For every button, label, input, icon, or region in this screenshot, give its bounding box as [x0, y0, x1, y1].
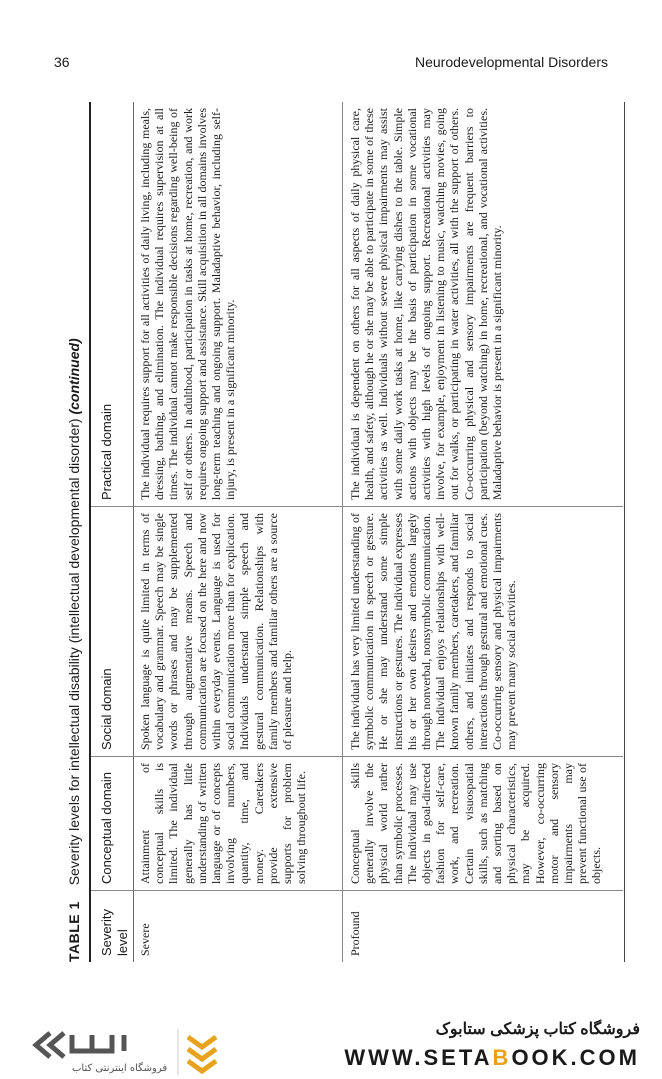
table-row-profound	[343, 102, 623, 962]
table-row-severe	[133, 102, 343, 962]
table-caption	[62, 102, 86, 962]
header-practical-domain: Practical domain	[99, 403, 114, 500]
running-head: Neurodevelopmental Disorders	[415, 54, 608, 70]
rotated-table-page	[62, 102, 622, 962]
logo-caption: فروشگاه اینترنتی کتاب	[72, 1063, 168, 1074]
severity-table	[89, 102, 625, 962]
page-number: 36	[54, 54, 70, 70]
cell-conceptual: Conceptual skills generally involve the physical world rather than symbolic processes. The individual may use objects in goal-directed fashion for self-care, work, and recreation. Certain visuospatial skills, such as matching and sorting based on physical characteristics, may be acquired. However, co-occurring motor and sensory impairments may prevent functional use of objects.	[343, 756, 623, 890]
setabook-logo	[28, 1025, 224, 1077]
cell-practical: The individual requires support for all activities of daily living, including meals, dressing, bathing, and elimination. The individual requires supervision at all times. The individual cannot make responsible decisions regarding well-being of self or others. In adulthood, participation in tasks at home, recreation, and work requires ongoing support and assistance. Skill acquisition in all domains involves long-term teaching and ongoing support. Maladaptive behavior, including self-injury, is present in a significant minority.	[138, 108, 238, 500]
header-social-domain: Social domain	[91, 506, 133, 756]
cell-level: Profound	[343, 890, 623, 962]
table-header-row	[91, 102, 134, 962]
table-label: TABLE 1	[66, 901, 82, 962]
store-name: فروشگاه کتاب پزشکی ستابوک	[435, 1021, 640, 1038]
store-url[interactable]: WWW.SETABOOK.COM	[344, 1045, 640, 1070]
cell-social: Spoken language is quite limited in terms of vocabulary and grammar. Speech may be single words or phrases and may be supplemented through augmentative means. Speech and communication are focused on the here and now within everyday events. Language is used for social communication more than for explication. Individuals understand simple speech and gestural communication. Relationships with family members and familiar others are a source of pleasure and help.	[133, 506, 342, 756]
cell-conceptual: Attainment of conceptual skills is limited. The individual generally has little understanding of written language or of concepts involving numbers, quantity, time, and money. Caretakers provide extensive supports for problem solving throughout life.	[133, 756, 342, 890]
footer-banner	[0, 1005, 662, 1079]
cell-social: The individual has very limited understanding of symbolic communication in speech or gesture. He or she may understand some simple instructions or gestures. The individual expresses his or her own desires and emotions largely through nonverbal, nonsymbolic communication. The individual enjoys relationships with well-known family members, caretakers, and familiar others, and initiates and responds to social interactions through gestural and emotional cues. Co-occurring sensory and physical impairments may prevent many social activities.	[343, 506, 623, 756]
table-continued: (continued)	[66, 338, 82, 415]
table-title: Severity levels for intellectual disability (intellectual developmental disorder)	[66, 418, 82, 886]
header-conceptual-domain: Conceptual domain	[91, 756, 133, 890]
cell-level: Severe	[133, 890, 342, 962]
header-severity-level: Severity level	[91, 890, 133, 962]
cell-practical: The individual is dependent on others for all aspects of daily physical care, health, and safety, although he or she may be able to participate in some of these activities as well. Individuals without severe physical impairments may assist with some daily work tasks at home, like carrying dishes to the table. Simple actions with objects may be the basis of participation in some vocational activities with high levels of ongoing support. Recreational activities may involve, for example, enjoyment in listening to music, watching movies, going out for walks, or participating in water activities, all with the support of others. Co-occurring physical and sensory impairments are frequent barriers to participation (beyond watching) in home, recreational, and vocational activities. Maladaptive behavior is present in a significant minority.	[348, 108, 505, 500]
